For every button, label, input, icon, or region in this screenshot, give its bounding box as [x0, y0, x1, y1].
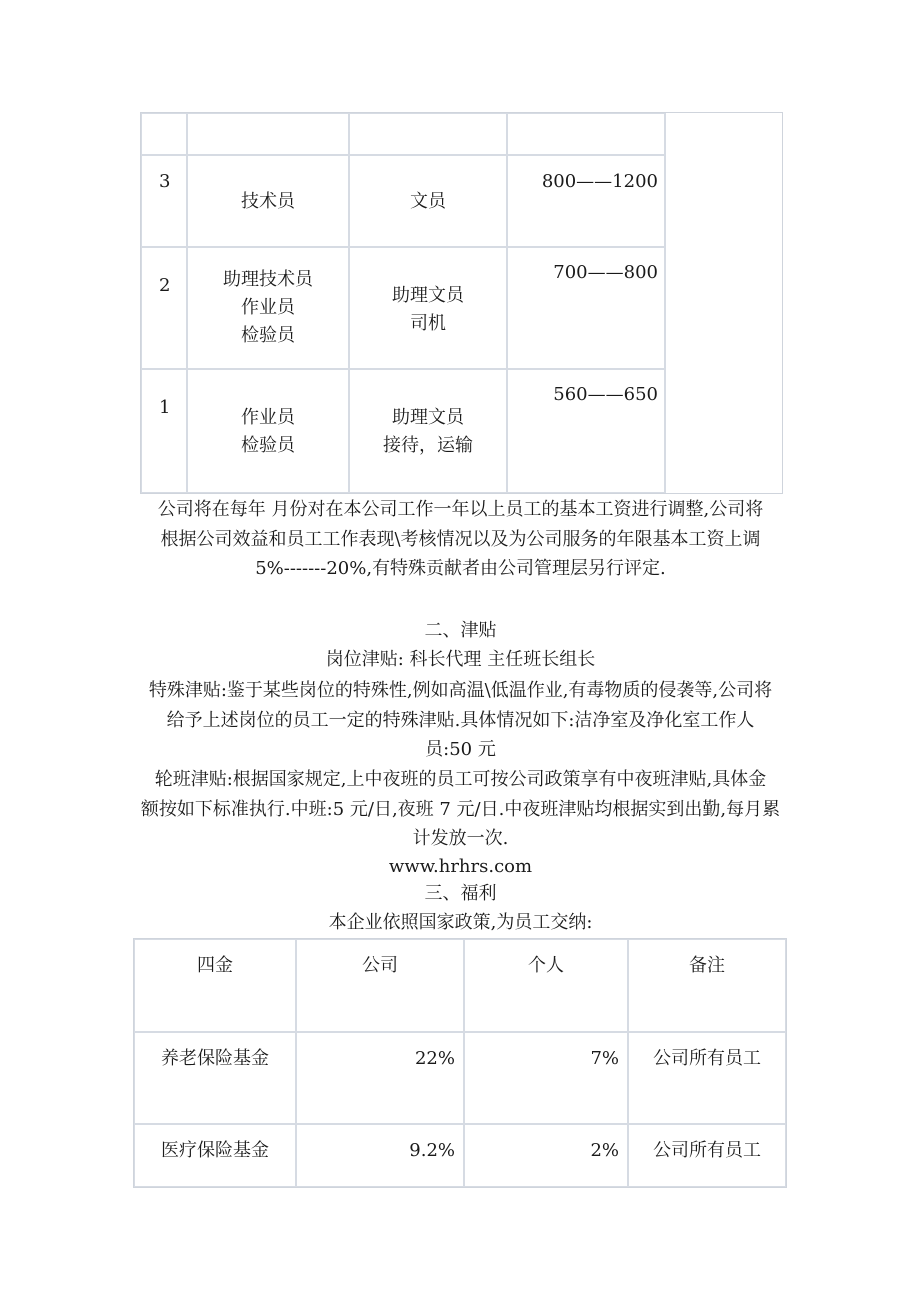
table-header-cell: 备注	[628, 939, 786, 1032]
paragraph-line: 公司将在每年 月份对在本公司工作一年以上员工的基本工资进行调整,公司将	[157, 499, 764, 520]
personal-rate-cell: 2%	[464, 1124, 628, 1187]
paragraph-line: 计发放一次.	[412, 828, 509, 849]
paragraph-line: 轮班津贴:根据国家规定,上中夜班的员工可按公司政策享有中夜班津贴,具体金	[154, 769, 767, 790]
admin-position-text: 接待，运输	[383, 435, 473, 456]
paragraph-line: 特殊津贴:鉴于某些岗位的特殊性,例如高温\低温作业,有毒物质的侵袭等,公司将	[148, 680, 773, 701]
allowance-heading: 二、津贴	[424, 620, 497, 641]
admin-position-text: 司机	[410, 313, 446, 334]
paragraph-line: 5%-------20%,有特殊贡献者由公司管理层另行评定.	[255, 558, 666, 579]
tech-position-text: 助理技术员	[223, 269, 313, 290]
admin-position-text: 助理文员	[392, 285, 464, 306]
tech-position-text: 作业员	[241, 297, 295, 318]
note-cell: 公司所有员工	[628, 1032, 786, 1124]
note-cell: 公司所有员工	[628, 1124, 786, 1187]
admin-position-cell	[349, 247, 507, 369]
tech-position-text: 检验员	[241, 325, 295, 346]
paragraph-line: 给予上述岗位的员工一定的特殊津贴.具体情况如下:洁净室及净化室工作人	[166, 709, 755, 731]
tech-position-text: 作业员	[241, 407, 295, 428]
welfare-intro: 本企业依照国家政策,为员工交纳:	[328, 912, 593, 933]
tech-position-text: 检验员	[241, 435, 295, 456]
admin-position-text: 助理文员	[392, 407, 464, 428]
fund-name-cell: 养老保险基金	[134, 1032, 296, 1124]
paragraph-line: 根据公司效益和员工工作表现\考核情况以及为公司服务的年限基本工资上调	[160, 528, 761, 550]
website-link[interactable]: www.hrhrs.com	[388, 856, 533, 877]
grade-cell: 3	[141, 155, 187, 247]
tech-position-cell	[187, 113, 349, 155]
admin-position-cell	[349, 369, 507, 493]
tech-position-cell	[187, 247, 349, 369]
tech-position-text: 技术员	[241, 191, 295, 212]
personal-rate-cell: 7%	[464, 1032, 628, 1124]
grade-cell	[141, 113, 187, 155]
tech-position-cell	[187, 155, 349, 247]
special-allowance-paragraph	[140, 676, 781, 765]
salary-range-cell: 700——800	[507, 247, 665, 369]
shift-allowance-paragraph	[140, 765, 781, 854]
table-header-cell: 个人	[464, 939, 628, 1032]
company-rate-cell: 22%	[296, 1032, 464, 1124]
table-header-cell: 四金	[134, 939, 296, 1032]
admin-position-cell	[349, 155, 507, 247]
table-header-cell: 公司	[296, 939, 464, 1032]
welfare-heading: 三、福利	[424, 883, 497, 904]
tech-position-cell	[187, 369, 349, 493]
grade-salary-table	[140, 112, 783, 494]
fund-name-cell: 医疗保险基金	[134, 1124, 296, 1187]
grade-cell: 2	[141, 247, 187, 369]
welfare-table	[133, 938, 787, 1188]
company-rate-cell: 9.2%	[296, 1124, 464, 1187]
admin-position-text: 文员	[410, 191, 446, 212]
paragraph-line: 额按如下标准执行.中班:5 元/日,夜班 7 元/日.中夜班津贴均根据实到出勤,每月累	[140, 798, 781, 820]
salary-range-cell: 800——1200	[507, 155, 665, 247]
paragraph-line: 员:50 元	[425, 739, 496, 760]
side-column	[665, 113, 782, 493]
admin-position-cell	[349, 113, 507, 155]
grade-cell: 1	[141, 369, 187, 493]
salary-range-cell	[507, 113, 665, 155]
salary-adjust-paragraph	[140, 495, 781, 584]
post-allowance: 岗位津贴: 科长代理 主任班长组长	[325, 649, 596, 670]
salary-range-cell: 560——650	[507, 369, 665, 493]
